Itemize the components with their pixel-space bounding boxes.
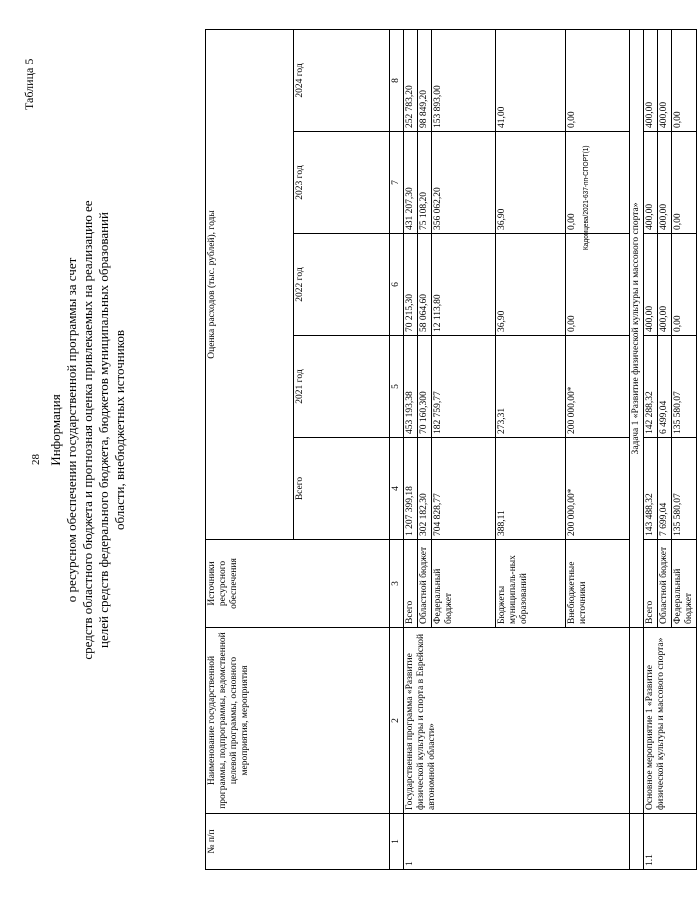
value-total: 704 828,77 [432, 438, 496, 540]
value-2024: 98 849,20 [418, 29, 432, 131]
value-total: 302 182,30 [418, 438, 432, 540]
document-header [48, 105, 128, 755]
row-source: Внебюджетные источники [566, 540, 630, 628]
col-header-2023: 2023 год [294, 132, 390, 234]
value-2021: 135 580,07 [672, 336, 697, 438]
value-2023: 400,00 [658, 132, 672, 234]
value-2021: 182 759,77 [432, 336, 496, 438]
value-2023: 400,00 [644, 132, 658, 234]
value-total: 1 207 399,18 [404, 438, 418, 540]
col-header-name: Наименование государственной программы, подпрограммы, ведомственной целевой программы, основного мероприятия, мероприятия [206, 628, 390, 814]
page-number: 28 [30, 454, 42, 465]
value-2023: 431 207,30 [404, 132, 418, 234]
task-empty-cell [630, 814, 644, 870]
value-2022: 400,00 [644, 234, 658, 336]
col-header-num: № п/п [206, 814, 390, 870]
value-2024: 0,00 [566, 29, 630, 131]
col-header-estimate: Оценка расходов (тыс. рублей), годы [206, 29, 294, 539]
value-2024: 41,00 [496, 29, 566, 131]
value-2022: 400,00 [658, 234, 672, 336]
row-num: 1 [404, 814, 630, 870]
value-2021: 6 499,04 [658, 336, 672, 438]
col-header-source: Источники ресурсного обеспечения [206, 540, 390, 628]
col-header-total: Всего [294, 438, 390, 540]
task-empty-cell [630, 628, 644, 814]
value-total: 200 000,00* [566, 438, 630, 540]
col-header-2024: 2024 год [294, 29, 390, 131]
value-2022: 36,90 [496, 234, 566, 336]
value-2023: 36,90 [496, 132, 566, 234]
value-2024: 0,00 [672, 29, 697, 131]
value-2022: 0,00 [566, 234, 630, 336]
value-2024: 400,00 [658, 29, 672, 131]
index-row [390, 29, 404, 869]
value-2023: 0,00 [672, 132, 697, 234]
value-2024: 400,00 [644, 29, 658, 131]
index-cell: 2 [390, 628, 404, 814]
row-name: Государственная программа «Развитие физической культуры и спорта в Еврейской автономной области» [404, 628, 630, 814]
index-cell: 5 [390, 336, 404, 438]
index-cell: 3 [390, 540, 404, 628]
row-source: Всего [404, 540, 418, 628]
table-row [644, 29, 658, 869]
value-2021: 273,31 [496, 336, 566, 438]
col-header-2021: 2021 год [294, 336, 390, 438]
task-row [630, 29, 644, 869]
row-source: Областной бюджет [418, 540, 432, 628]
header-line: целей средств федерального бюджета, бюджетов муниципальных образований [96, 212, 111, 648]
index-cell: 7 [390, 132, 404, 234]
header-line: о ресурсном обеспечении государственной программы за счет [64, 257, 79, 603]
value-2023: 75 108,20 [418, 132, 432, 234]
value-2022: 12 113,80 [432, 234, 496, 336]
index-cell: 8 [390, 29, 404, 131]
index-cell: 1 [390, 814, 404, 870]
value-total: 135 580,07 [672, 438, 697, 540]
header-title: Информация [48, 394, 63, 466]
table-label: Таблица 5 [22, 58, 36, 110]
row-source: Областной бюджет [658, 540, 672, 628]
document-stamp: Кадомцева/2021-637-пп-СПОРТ(1) [582, 145, 591, 250]
header-line: области, внебюджетных источников [112, 330, 127, 530]
value-2021: 70 160,300 [418, 336, 432, 438]
index-cell: 6 [390, 234, 404, 336]
row-source: Федеральный бюджет [432, 540, 496, 628]
value-2022: 0,00 [672, 234, 697, 336]
value-2022: 58 064,60 [418, 234, 432, 336]
value-total: 143 488,32 [644, 438, 658, 540]
row-name: Основное мероприятие 1 «Развитие физической культуры и массового спорта» [644, 628, 697, 814]
value-total: 388,11 [496, 438, 566, 540]
value-2021: 142 288,32 [644, 336, 658, 438]
value-2022: 70 215,30 [404, 234, 418, 336]
resource-table [205, 29, 697, 870]
row-source: Бюджеты муниципаль-ных образований [496, 540, 566, 628]
row-source: Всего [644, 540, 658, 628]
value-2023: 356 062,20 [432, 132, 496, 234]
index-cell: 4 [390, 438, 404, 540]
col-header-2022: 2022 год [294, 234, 390, 336]
value-2024: 153 893,00 [432, 29, 496, 131]
value-2021: 200 000,00* [566, 336, 630, 438]
header-line: средств областного бюджета и прогнозная оценка привлекаемых на реализацию ее [80, 200, 95, 660]
table-row [404, 29, 418, 869]
row-source: Федеральный бюджет [672, 540, 697, 628]
value-total: 7 699,04 [658, 438, 672, 540]
row-num: 1.1 [644, 814, 697, 870]
task-label: Задача 1 «Развитие физической культуры и массового спорта» [630, 29, 644, 627]
value-2021: 453 193,38 [404, 336, 418, 438]
value-2024: 252 783,20 [404, 29, 418, 131]
value-2023: 0,00 [566, 132, 630, 234]
